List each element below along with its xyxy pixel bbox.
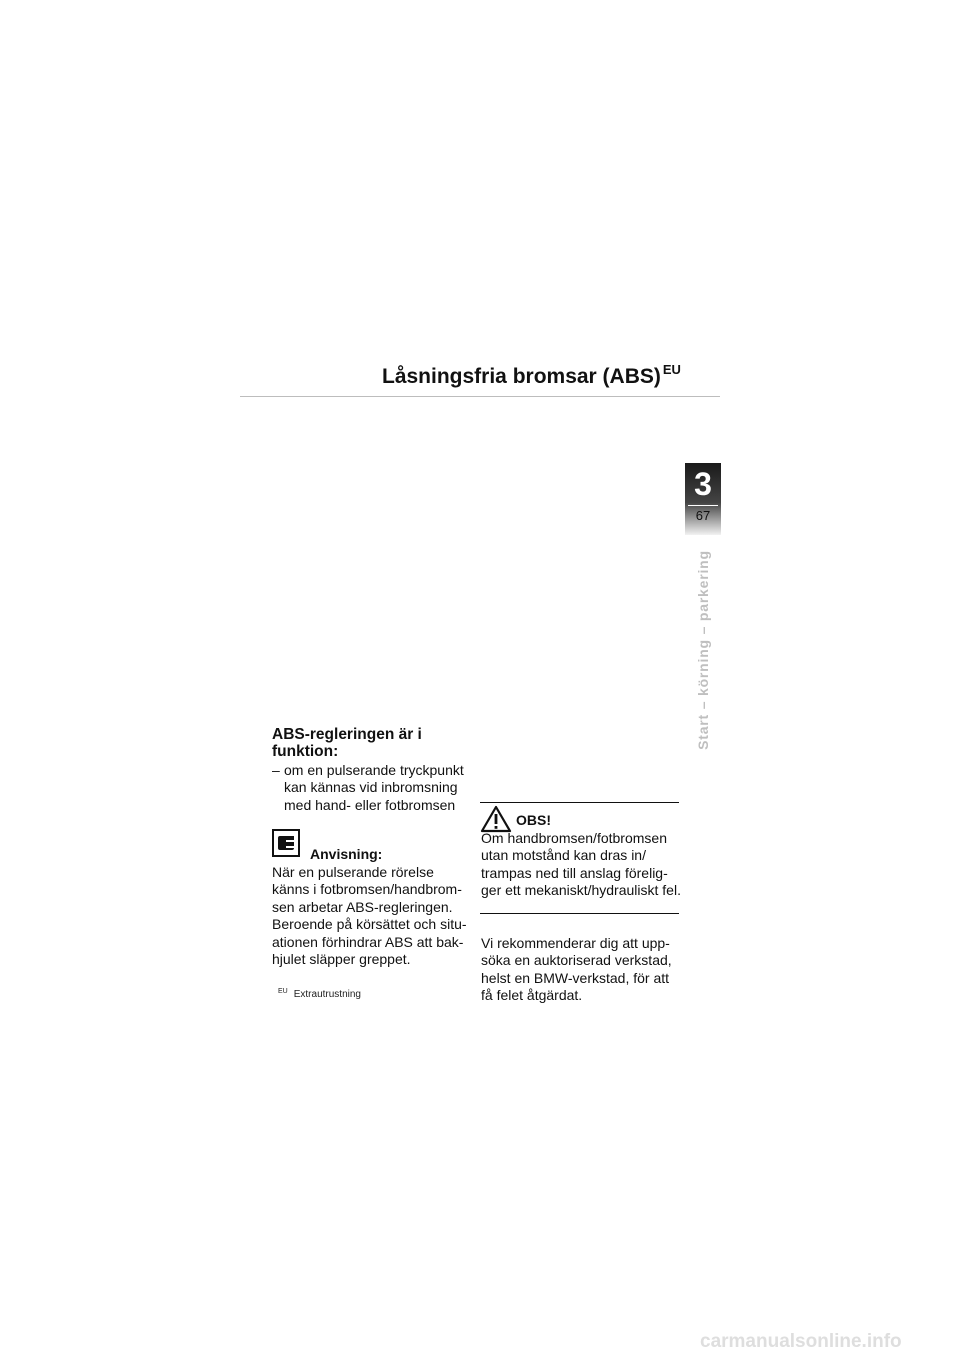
page-number: 67 [695,508,711,523]
page-title-superscript: EU [662,362,681,377]
watermark: carmanualsonline.info [700,1331,902,1352]
warning-title: OBS! [516,812,551,828]
section-heading: ABS-regleringen är i funktion: [272,726,422,760]
note-body: När en pulserande rörelse känns i fotbromsen/handbrom-sen arbetar ABS-regleringen. Beroende på körsättet och situ-ationen förhindrar ABS att bak-hjulet släpper greppet. [272,864,467,968]
list-item [272,762,472,814]
note-icon [272,829,300,857]
footnote-marker: EU [278,988,288,995]
page-title-text: Låsningsfria bromsar (ABS) [382,365,661,388]
warning-body: Om handbromsen/fotbromsen utan motstånd kan dras in/ trampas ned till anslag förelig-ger ett mekaniskt/hydrauliskt fel. [481,830,681,899]
footnote [278,988,361,1000]
list-item-text: om en pulserande tryckpunkt kan kännas vid inbromsning med hand- eller fotbromsen [284,762,464,813]
title-divider [240,396,720,397]
footnote-text: Extrautrustning [293,989,361,1000]
warning-bottom-rule [480,913,679,914]
note-title: Anvisning: [310,846,383,862]
list-dash: – [272,762,280,778]
chapter-number: 3 [694,466,712,502]
warning-top-rule [480,802,679,803]
warning-triangle-icon [480,805,512,833]
page-title [382,362,681,389]
section-label: Start – körning – parkering [695,550,711,750]
chapter-tab-divider [688,505,718,506]
recommendation-text: Vi rekommenderar dig att upp-söka en auktoriserad verkstad, helst en BMW-verkstad, för att få felet åtgärdat. [481,935,672,1004]
